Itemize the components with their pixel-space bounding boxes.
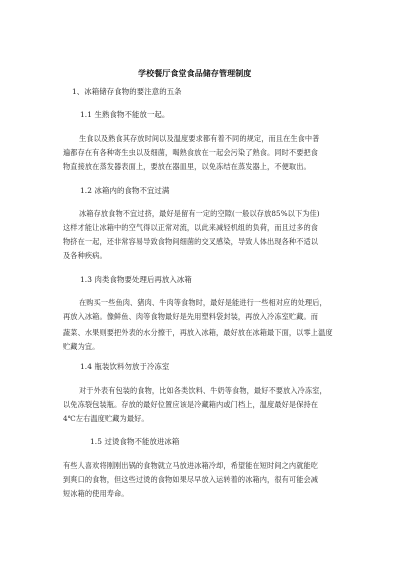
section-heading: 1、冰箱储存食物的要注意的五条 [72, 87, 182, 96]
paragraph-line: 冰箱存放食物不宜过挤，最好是留有一定的空隙(一般以存放85%以下为佳) [79, 209, 320, 218]
item-heading: 1.5 过烫食物不能放进冰箱 [90, 437, 180, 446]
paragraph-line: 4℃左右温度贮藏为最好。 [63, 414, 149, 423]
paragraph-line: 在购买一些鱼肉、猪肉、牛肉等食物时，最好是能进行一些相对应的处理后， [79, 298, 327, 307]
paragraph-line: 生食以及熟食其存放时间以及温度要求都有着不同的规定，而且在生食中普 [79, 134, 320, 143]
paragraph-line: 物挤在一起，还非常容易导致食物间细菌的交叉感染，导致人体出现各种不适以 [63, 237, 319, 246]
paragraph-line: 物直接放在蒸发器表面上，要放在器皿里，以免冻结在蒸发器上，不便取出。 [63, 162, 311, 171]
paragraph-line: 这样才能让冰箱中的空气得以正常对流，以此来减轻机组的负荷，而且过多的食 [63, 223, 319, 232]
paragraph-line: 有些人喜欢将刚刚出锅的食物就立马放进冰箱冷却，希望能在短时间之内就能吃 [63, 461, 319, 470]
paragraph-line: 到爽口的食物，但这些过烫的食物如果尽早放入运转着的冰箱内，很有可能会减 [63, 475, 319, 484]
paragraph-line: 蔬菜、水果则要把外表的水分擦干，再放入冰箱，最好放在冰箱最下面，以零上温度贮藏为宜。 [63, 328, 333, 351]
paragraph-line: 遍都存在有各种寄生虫以及细菌，喝熟食放在一起会污染了熟食。同时不要把食 [63, 148, 319, 157]
item-heading: 1.4 瓶装饮料勿放于冷冻室 [80, 362, 170, 371]
item-heading: 1.3 肉类食物要处理后再放入冰箱 [80, 275, 192, 284]
paragraph-line: 以免冻裂包装瓶。存放的最好位置应该是冷藏箱内或门档上，温度最好是保持在 [63, 400, 319, 409]
document-title: 学校餐厅食堂食品储存管理制度 [138, 68, 252, 78]
paragraph-line: 短冰箱的使用寿命。 [63, 489, 129, 498]
paragraph-line: 对于外表有包装的食物，比如各类饮料、牛奶等食物，最好不要放入冷冻室， [79, 386, 327, 395]
paragraph-line: 再放入冰箱。像鲜鱼、肉等食物最好是先用塑料袋封装，再放入冷冻室贮藏。而 [63, 312, 319, 321]
item-heading: 1.1 生熟食物不能放一起。 [80, 110, 170, 119]
item-heading: 1.2 冰箱内的食物不宜过满 [80, 186, 170, 195]
paragraph-line: 及各种疾病。 [63, 251, 107, 260]
